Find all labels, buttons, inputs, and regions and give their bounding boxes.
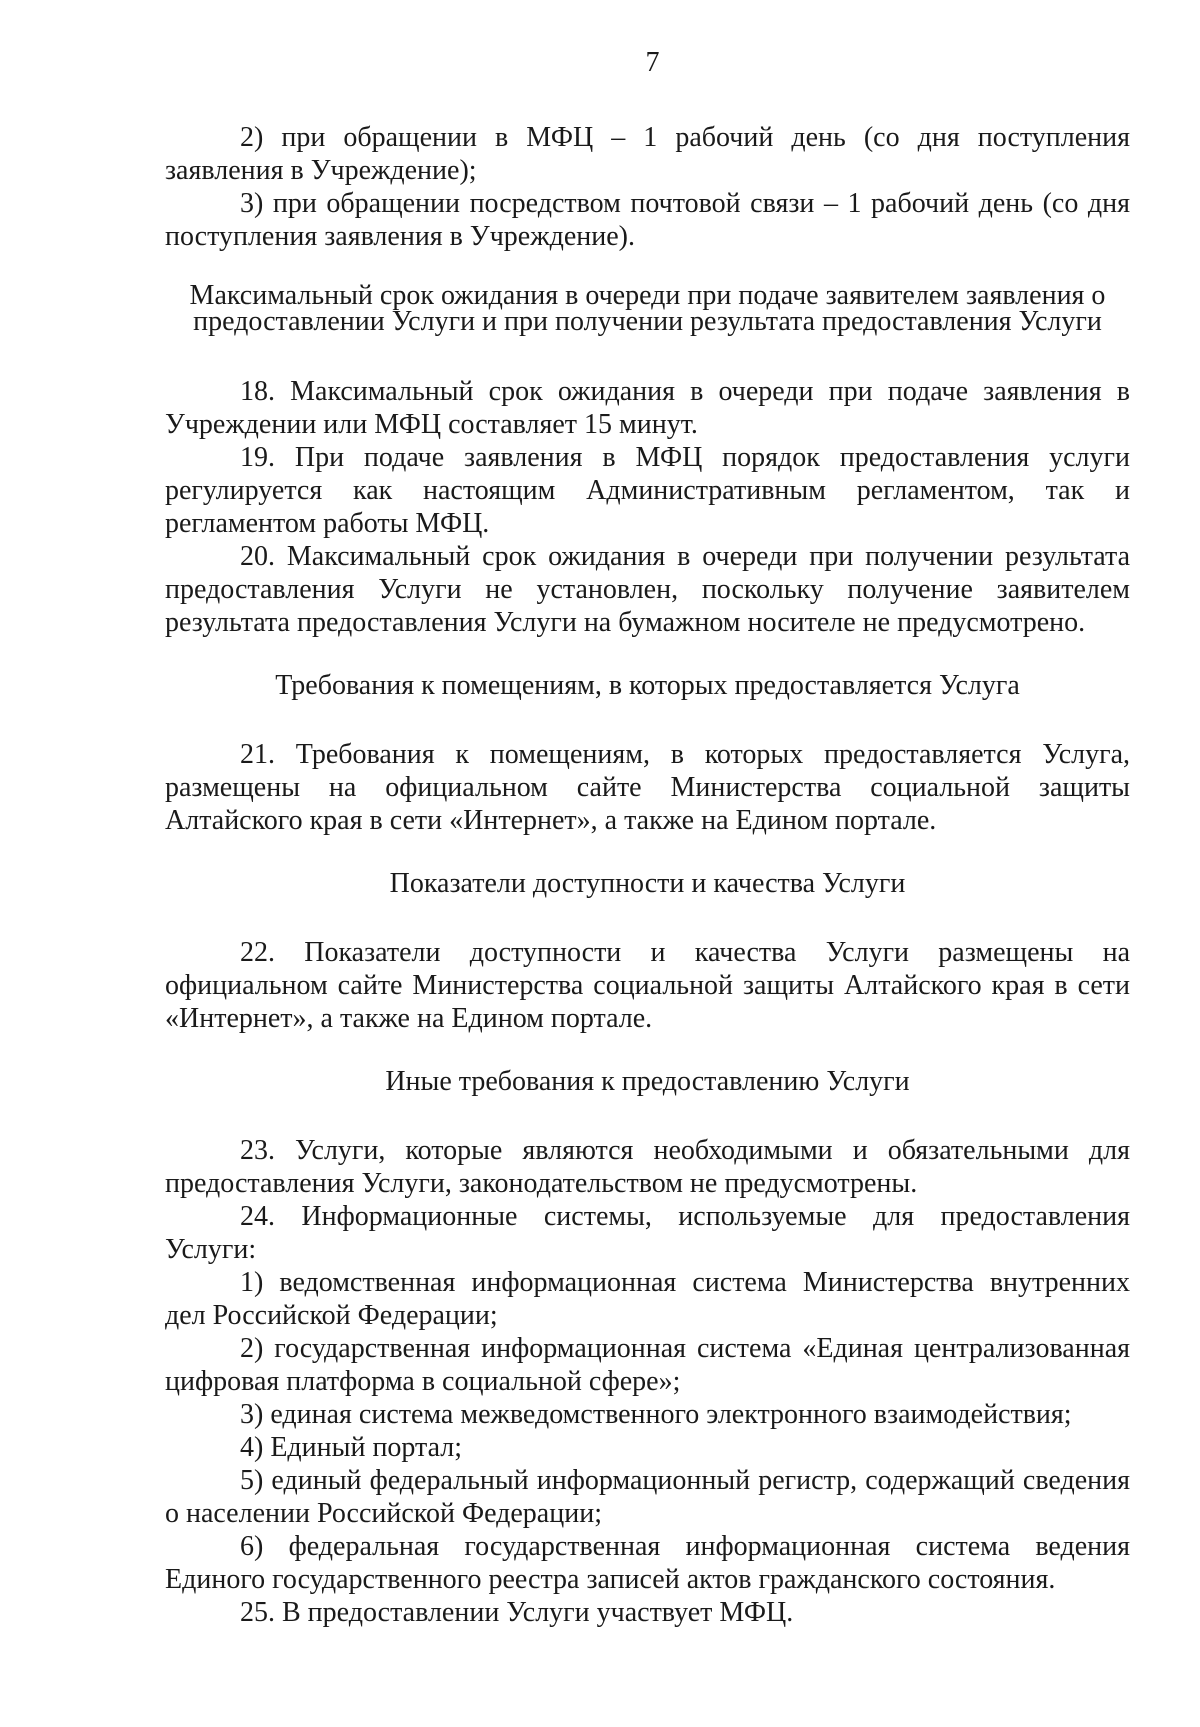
paragraph-22: 22. Показатели доступности и качества Услуги размещены на официальном сайте Министерства социальной защиты Алтайского края в сети «Интернет», а также на Едином портале. — [165, 937, 1130, 1034]
paragraph-25: 25. В предоставлении Услуги участвует МФЦ. — [240, 1597, 794, 1628]
paragraph-19: 19. При подаче заявления в МФЦ порядок предоставления услуги регулируется как настоящим Административным регламентом, так и регламентом работы МФЦ. — [165, 442, 1130, 539]
page-number: 7 — [645, 47, 660, 78]
list-item-system-3: 3) единая система межведомственного электронного взаимодействия; — [240, 1399, 1072, 1430]
paragraph-18: 18. Максимальный срок ожидания в очереди при подаче заявления в Учреждении или МФЦ составляет 15 минут. — [165, 376, 1130, 440]
list-item-system-6: 6) федеральная государственная информационная система ведения Единого государственного реестра записей актов гражданского состояния. — [165, 1531, 1130, 1595]
list-item-system-1: 1) ведомственная информационная система Министерства внутренних дел Российской Федерации; — [165, 1267, 1130, 1331]
paragraph-24: 24. Информационные системы, используемые для предоставления Услуги: — [165, 1201, 1130, 1265]
paragraph-item-3: 3) при обращении посредством почтовой связи – 1 рабочий день (со дня поступления заявления в Учреждение). — [165, 188, 1130, 252]
section-heading-premises: Требования к помещениям, в которых предоставляется Услуга — [275, 670, 1020, 701]
section-heading-quality: Показатели доступности и качества Услуги — [389, 868, 906, 899]
section-heading-other-requirements: Иные требования к предоставлению Услуги — [385, 1066, 910, 1097]
paragraph-20: 20. Максимальный срок ожидания в очереди при получении результата предоставления Услуги не установлен, поскольку получение заявителем результата предоставления Услуги на бумажном носителе не предусмотрено. — [165, 541, 1130, 638]
list-item-system-4: 4) Единый портал; — [240, 1432, 463, 1463]
paragraph-item-2: 2) при обращении в МФЦ – 1 рабочий день (со дня поступления заявления в Учреждение); — [165, 122, 1130, 186]
section-heading-waiting-time: Максимальный срок ожидания в очереди при подаче заявителем заявления о предоставлении Услуги и при получении результата предоставления Услуги — [189, 280, 1106, 337]
document-body — [165, 121, 1130, 1629]
paragraph-21: 21. Требования к помещениям, в которых предоставляется Услуга, размещены на официальном сайте Министерства социальной защиты Алтайского края в сети «Интернет», а также на Едином портале. — [165, 739, 1130, 836]
list-item-system-2: 2) государственная информационная система «Единая централизованная цифровая платформа в социальной сфере»; — [165, 1333, 1130, 1397]
list-item-system-5: 5) единый федеральный информационный регистр, содержащий сведения о населении Российской Федерации; — [165, 1465, 1130, 1529]
paragraph-23: 23. Услуги, которые являются необходимыми и обязательными для предоставления Услуги, законодательством не предусмотрены. — [165, 1135, 1130, 1199]
